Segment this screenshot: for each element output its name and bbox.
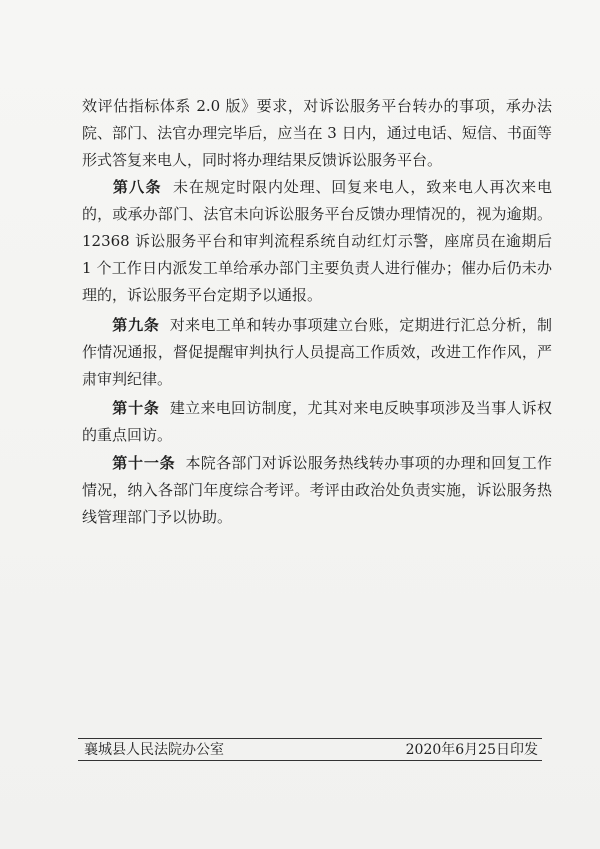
issuer-name: 襄城县人民法院办公室 [84,742,224,758]
paragraph-text: 效评估指标体系 2.0 版》要求，对诉讼服务平台转办的事项，承办法院、部门、法官办理完毕后，应当在 3 日内，通过电话、短信、书面等形式答复来电人，同时将办理结果反馈诉讼服务平台。 [82,97,552,169]
document-footer [78,740,542,760]
article-text: 本院各部门对诉讼服务热线转办事项的办理和回复工作情况，纳入各部门年度综合考评。考评由政治处负责实施，诉讼服务热线管理部门予以协助。 [82,454,552,526]
article-label: 第八条 [112,178,162,196]
footer-top-rule [78,738,542,739]
article-label: 第九条 [112,316,160,334]
article-text: 未在规定时限内处理、回复来电人，致来电人再次来电的，或承办部门、法官未向诉讼服务平台反馈办理情况的，视为逾期。12368 诉讼服务平台和审判流程系统自动红灯示警，座席员在逾期后 1 个工作日内派发工单给承办部门主要负责人进行催办；催办后仍未办理的，诉讼服务平台定期予以通报。 [82,178,552,304]
article-9 [82,312,552,393]
footer-bottom-rule [78,760,542,761]
article-label: 第十条 [112,399,160,417]
issue-date: 2020年6月25日印发 [405,742,538,758]
article-8 [82,174,552,309]
article-10 [82,395,552,449]
article-text: 建立来电回访制度，尤其对来电反映事项涉及当事人诉权的重点回访。 [82,399,552,444]
paragraph-continued [82,93,552,174]
article-text: 对来电工单和转办事项建立台账，定期进行汇总分析，制作情况通报，督促提醒审判执行人员提高工作质效，改进工作作风，严肃审判纪律。 [82,316,552,388]
article-11 [82,450,552,531]
article-label: 第十一条 [112,454,176,472]
